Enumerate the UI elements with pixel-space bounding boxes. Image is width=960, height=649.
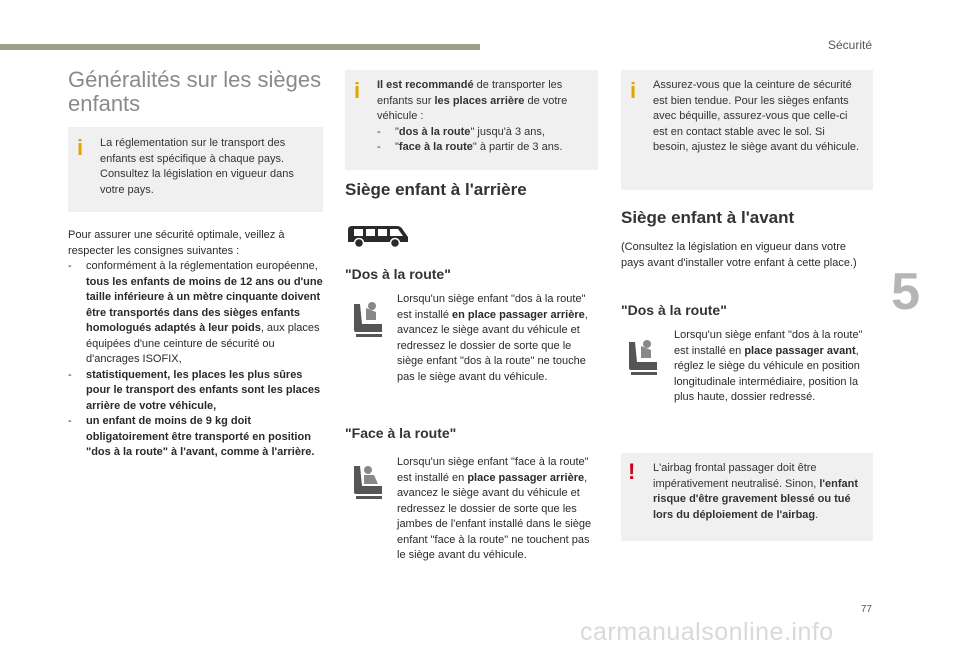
list-item-bold: un enfant de moins de 9 kg doit obligatoirement être transporté en position "dos à la route" à l'avant, comme à l'arrière. [86,415,315,458]
list-item-text: conformément à la réglementation européenne, [86,260,318,272]
front-rear-facing-seat-icon [625,336,661,376]
note-bold: les places arrière [434,94,525,107]
info-icon: i [630,78,637,103]
warning-text-plain: . [815,508,819,521]
info-icon: i [354,78,361,103]
list-item-bold: statistiquement, les places les plus sûres pour le transport des enfants sont les places arrière de votre véhicule, [86,368,321,412]
list-dash: - [68,415,72,427]
forward-facing-text [397,455,597,564]
paragraph-bold: place passager arrière [467,471,585,484]
note-text: de votre véhicule : [377,94,568,122]
note-bold: Il est recommandé [377,79,474,91]
paragraph-text: Lorsqu'un siège enfant "face à la route" est installé en [397,456,589,484]
list-item-text: " [395,141,399,153]
list-item-bold: dos à la route [398,125,471,138]
front-rear-facing-text [674,328,872,406]
list-dash: - [377,125,381,138]
section-label: Sécurité [827,38,872,52]
list-item-text: " à partir de 3 ans. [472,141,563,153]
page-title-line2: enfants [68,91,141,116]
paragraph-text: , réglez le siège du véhicule en position longitudinale intermédiaire, position la plus haute, dossier redressé. [674,344,860,403]
page-title-line1: Généralités sur les sièges [68,67,322,92]
info-note-regulation [68,127,323,212]
van-icon [345,222,411,250]
note-text: de transporter les enfants sur [377,79,563,107]
heading-front-seat: Siège enfant à l'avant [621,208,795,227]
list-item [68,368,326,415]
front-intro-text: (Consultez la législation en vigueur dans votre pays avant d'installer votre enfant à cette place.) [621,241,857,269]
list-item-bold: tous les enfants de moins de 12 ans ou d'une taille inférieure à un mètre cinquante doivent être transportés dans des sièges enfants homologués adaptés à leur poids [86,275,323,334]
recommendation-text [355,78,588,156]
list-dash: - [377,141,381,153]
page-number: 77 [860,604,872,615]
warning-icon: ! [628,459,636,484]
list-dash: - [68,368,72,381]
list-dash: - [68,260,72,272]
warning-text [631,461,863,523]
warning-text-bold: l'enfant risque d'être gravement blessé ou tué lors du déploiement de l'airbag [653,477,858,521]
paragraph-bold: en place passager arrière [452,308,585,321]
info-note-belt [621,70,873,190]
warning-text-plain: L'airbag frontal passager doit être impérativement neutralisé. Sinon, [653,462,820,490]
intro-text: Pour assurer une sécurité optimale, veillez à respecter les consignes suivantes : [68,229,285,257]
forward-facing-seat-icon [350,460,386,500]
list-item-bold: face à la route [398,141,473,153]
info-icon: i [77,135,84,160]
subheading-front-rear-facing: "Dos à la route" [621,302,727,318]
subheading-rear-facing: "Dos à la route" [345,266,451,282]
list-item [377,125,588,141]
rear-facing-seat-icon [350,298,386,338]
heading-rear-seat: Siège enfant à l'arrière [345,180,527,199]
header-accent-bar [0,44,480,50]
rear-facing-text [397,292,597,385]
list-item-text: " [395,125,399,138]
list-item [68,414,326,461]
watermark: carmanualsonline.info [580,618,834,646]
paragraph-bold: place passager avant [744,344,856,357]
info-note-text: La réglementation sur le transport des enfants est spécifique à chaque pays. Consultez la législation en vigueur dans votre pays. [100,137,294,196]
col1-body [68,228,326,461]
warning-airbag [621,453,873,541]
paragraph-text: , avancez le siège avant du véhicule et redressez le dossier de sorte que les jambes de l'enfant installé dans le siège enfant "face à la route" ne touchent pas le siège avant du véhicule. [397,471,592,561]
page-title [68,68,338,116]
subheading-forward-facing: "Face à la route" [345,425,457,441]
list-item [377,140,588,156]
belt-note-text: Assurez-vous que la ceinture de sécurité est bien tendue. Pour les sièges enfants avec béquille, assurez-vous que celle-ci est en contact stable avec le sol. Si besoin, ajustez le siège avant du véhicule. [653,79,860,153]
list-item [68,259,326,368]
paragraph-text: Lorsqu'un siège enfant "dos à la route" est installé [397,293,586,321]
list-item-text: , aux places équipées d'une ceinture de sécurité ou d'ancrages ISOFIX, [86,322,320,365]
list-item-text: " jusqu'à 3 ans, [470,125,545,138]
paragraph-text: Lorsqu'un siège enfant "dos à la route" est installé en [674,329,863,357]
chapter-number: 5 [891,263,920,321]
paragraph-text: , avancez le siège avant du véhicule et redressez le dossier de sorte que le siège enfant "dos à la route" ne touche pas le siège avant du véhicule. [397,308,588,383]
info-note-recommendation [345,70,598,170]
